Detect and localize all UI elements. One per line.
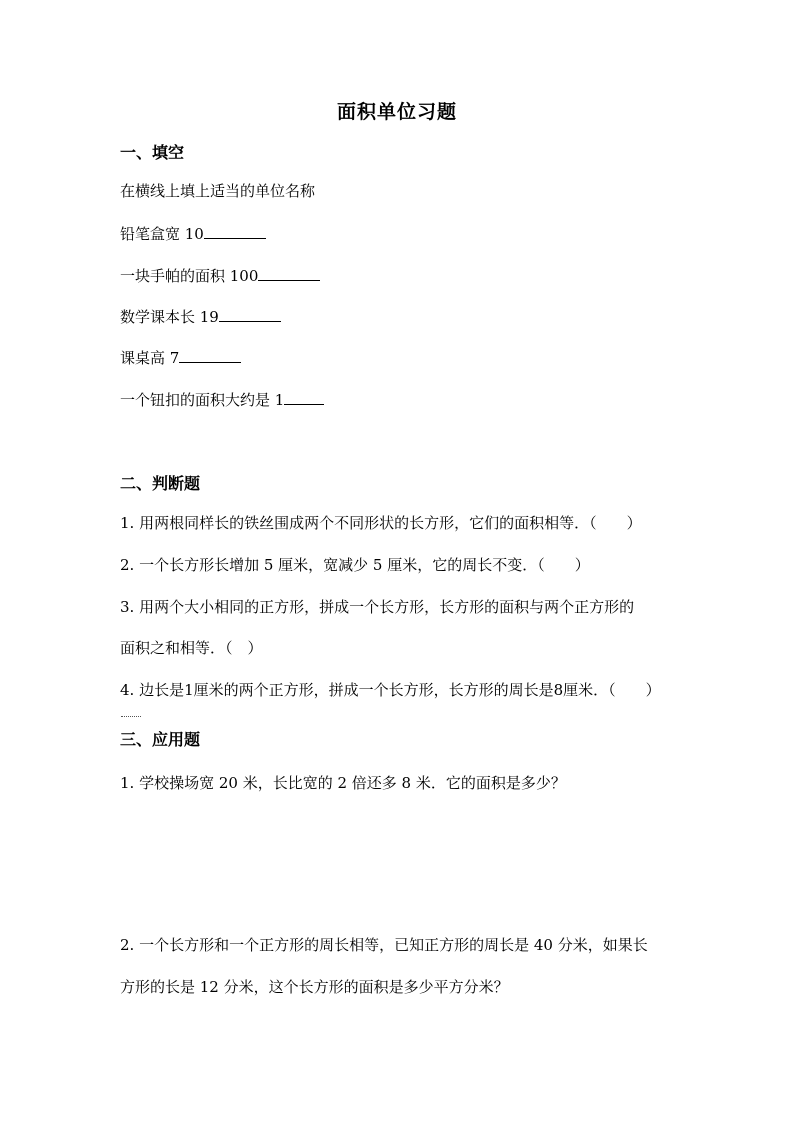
true-false-item: 3. 用两个大小相同的正方形，拼成一个长方形，长方形的面积与两个正方形的 — [120, 598, 635, 616]
answer-blank[interactable] — [204, 224, 266, 239]
fill-in-item — [120, 347, 241, 368]
fill-in-item — [120, 389, 324, 410]
answer-blank[interactable] — [219, 307, 281, 322]
fill-in-item — [120, 223, 266, 244]
section-heading-fill-in: 一、填空 — [120, 143, 185, 162]
fill-in-item-text: 一个钮扣的面积大约是 1 — [120, 391, 285, 409]
section-heading-word-problems: 三、应用题 — [120, 730, 201, 749]
dotted-mark — [121, 716, 141, 720]
true-false-item: 2. 一个长方形长增加 5 厘米，宽减少 5 厘米，它的周长不变．（ ） — [120, 556, 590, 574]
fill-in-item — [120, 265, 320, 286]
fill-in-item — [120, 306, 281, 327]
true-false-item-continued: 面积之和相等．（ ） — [120, 639, 263, 657]
word-problem-continued: 方形的长是 12 分米，这个长方形的面积是多少平方分米？ — [120, 978, 509, 996]
true-false-item: 1. 用两根同样长的铁丝围成两个不同形状的长方形，它们的面积相等．（ ） — [120, 514, 642, 532]
answer-blank[interactable] — [284, 390, 324, 405]
page-title: 面积单位习题 — [336, 101, 457, 123]
answer-blank[interactable] — [258, 266, 320, 281]
fill-in-item-text: 数学课本长 19 — [120, 308, 219, 326]
word-problem: 2. 一个长方形和一个正方形的周长相等，已知正方形的周长是 40 分米，如果长 — [120, 936, 648, 954]
true-false-item: 4. 边长是1厘米的两个正方形，拼成一个长方形，长方形的周长是8厘米．（ ） — [120, 681, 661, 699]
fill-in-item-text: 一块手帕的面积 100 — [120, 267, 259, 285]
fill-in-item-text: 铅笔盒宽 10 — [120, 225, 204, 243]
answer-blank[interactable] — [179, 348, 241, 363]
fill-in-instruction: 在横线上填上适当的单位名称 — [120, 182, 316, 200]
section-heading-true-false: 二、判断题 — [120, 474, 201, 493]
word-problem: 1. 学校操场宽 20 米，长比宽的 2 倍还多 8 米．它的面积是多少？ — [120, 774, 566, 792]
fill-in-item-text: 课桌高 7 — [120, 349, 180, 367]
